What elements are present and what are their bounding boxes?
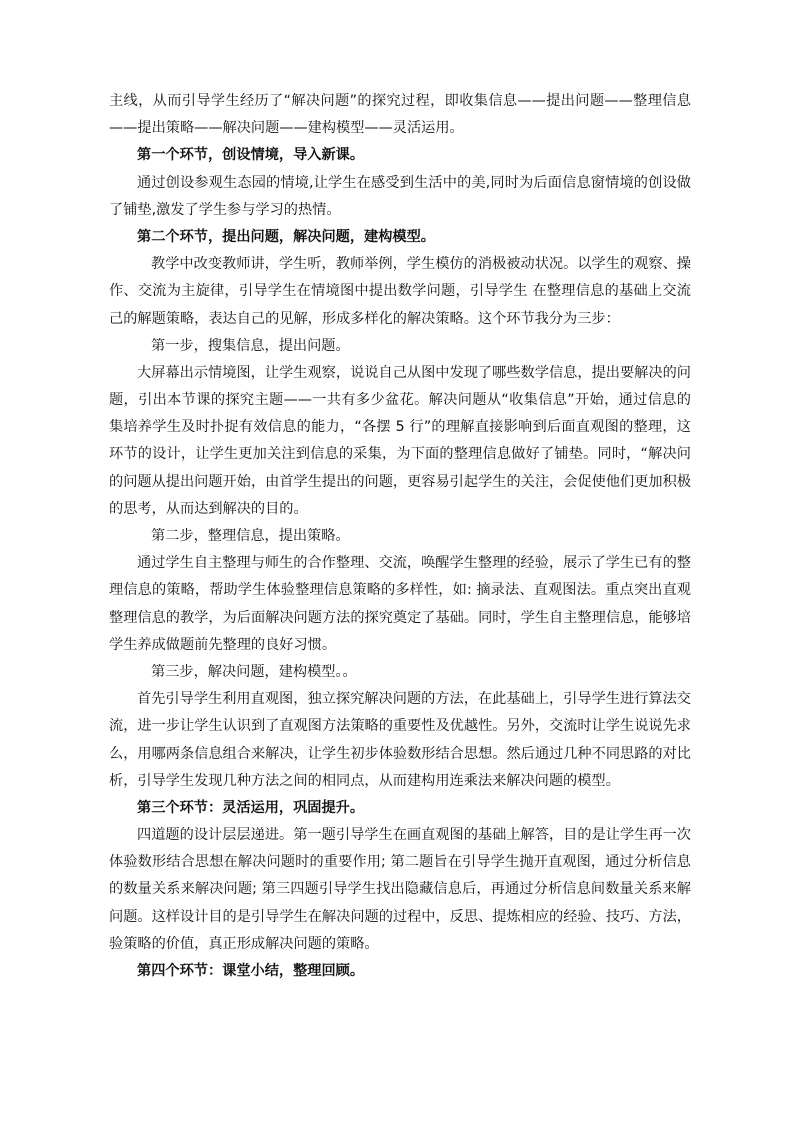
paragraph-line: 验策略的价值，真正形成解决问题的策略。 [109,935,379,952]
paragraph-line: 四道题的设计层层递进。第一题引导学生在画直观图的基础上解答，目的是让学生再一次 [137,827,691,844]
paragraph-line: 了铺垫,激发了学生参与学习的热情。 [109,201,341,218]
paragraph-line: 的问题从提出问题开始，由首学生提出的问题，更容易引起学生的关注，会促使他们更加积极 [109,473,691,490]
paragraph-line: 第一步，搜集信息，提出问题。 [151,337,350,354]
paragraph-line: 首先引导学生利用直观图，独立探究解决问题的方法，在此基础上，引导学生进行算法交 [137,691,691,708]
paragraph-line: 理信息的策略，帮助学生体验整理信息策略的多样性，如: 摘录法、直观图法。重点突出直观 [109,582,691,599]
paragraph-line: 第三步，解决问题，建构模型。。 [151,663,357,680]
paragraph-line: 己的解题策略，表达自己的见解，形成多样化的解决策略。这个环节我分为三步： [109,310,620,327]
paragraph-line: 问题。这样设计目的是引导学生在解决问题的过程中，反思、提炼相应的经验、技巧、方法， [109,908,691,925]
paragraph-line: 析，引导学生发现几种方法之间的相同点，从而建构用连乘法来解决问题的模型。 [109,772,620,789]
paragraph-line: 环节的设计，让学生更加关注到信息的采集，为下面的整理信息做好了铺垫。同时，“解决问 [109,446,691,463]
paragraph-line: 体验数形结合思想在解决问题时的重要作用; 第二题旨在引导学生抛开直观图，通过分析信息 [109,854,691,871]
paragraph-line: 流，进一步让学生认识到了直观图方法策略的重要性及优越性。另外，交流时让学生说说先求 [109,718,691,735]
paragraph-line: 的思考，从而达到解决的目的。 [109,500,308,517]
section-heading: 第三个环节：灵活运用，巩固提升。 [137,799,365,816]
paragraph-line: 题，引出本节课的探究主题——一共有多少盆花。解决问题从“收集信息”开始，通过信息的 [109,392,691,409]
section-heading: 第一个环节，创设情境，导入新课。 [137,147,365,164]
paragraph-line: 么，用哪两条信息组合来解决，让学生初步体验数形结合思想。然后通过几种不同思路的对比 [109,745,691,762]
paragraph-line: 教学中改变教师讲，学生听，教师举例，学生模仿的消极被动状况。以学生的观察、操 [151,256,691,273]
paragraph-line: ——提出策略——解决问题——建构模型——灵活运用。 [109,120,464,137]
paragraph-line: 第二步，整理信息，提出策略。 [151,528,350,544]
paragraph-line: 集培养学生及时扑捉有效信息的能力，“各摆 5 行”的理解直接影响到后面直观图的整理，这 [109,419,691,436]
paragraph-line: 作、交流为主旋律，引导学生在情境图中提出数学问题，引导学生 在整理信息的基础上交流 [109,283,691,300]
paragraph-line: 通过创设参观生态园的情境,让学生在感受到生活中的美,同时为后面信息窗情境的创设做 [137,174,691,191]
paragraph-line: 学生养成做题前先整理的良好习惯。 [109,636,337,653]
document-page [109,88,691,985]
paragraph-line: 主线，从而引导学生经历了“解决问题”的探究过程，即收集信息——提出问题——整理信息 [109,93,691,109]
section-heading: 第二个环节，提出问题，解决问题，建构模型。 [137,228,435,245]
paragraph-line: 的数量关系来解决问题; 第三四题引导学生找出隐藏信息后，再通过分析信息间数量关系来解 [109,881,691,898]
paragraph-line: 大屏幕出示情境图，让学生观察，说说自己从图中发现了哪些数学信息，提出要解决的问 [137,364,691,381]
paragraph-line: 整理信息的教学，为后面解决问题方法的探究奠定了基础。同时，学生自主整理信息，能够培 [109,609,691,626]
section-heading: 第四个环节：课堂小结，整理回顾。 [137,963,365,979]
paragraph-line: 通过学生自主整理与师生的合作整理、交流，唤醒学生整理的经验，展示了学生已有的整 [137,555,691,572]
